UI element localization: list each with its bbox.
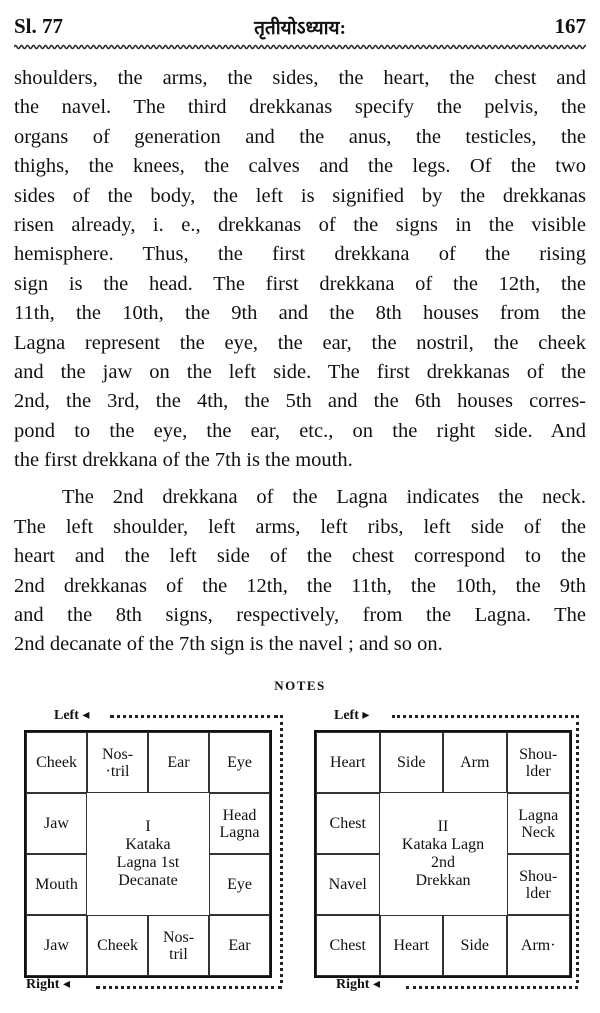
chart-cell-text: Navel	[328, 876, 367, 893]
chart-cell	[316, 732, 380, 793]
chart-cell-text: Lagna	[219, 823, 260, 841]
chart-cell-text: Head	[222, 806, 257, 824]
chart-cell-text: Arm	[460, 754, 490, 771]
chart-cell-text: Side	[460, 937, 489, 954]
chart-cell	[316, 915, 380, 976]
chart-cell	[443, 915, 507, 976]
chart-cell-text: Shou-	[519, 745, 558, 763]
right-direction-label: Right ◂	[336, 977, 380, 992]
left-direction-label: Left ◂	[54, 708, 90, 723]
chart-cell	[507, 915, 571, 976]
chart-cell-text: Neck	[521, 823, 556, 841]
text-line: 2nd drekkanas of the 12th, the 11th, the 10th, the 9th	[14, 574, 586, 597]
chart-cell	[26, 854, 87, 915]
arrow-right-icon: ▸	[362, 708, 370, 723]
chart-cell	[148, 732, 209, 793]
left-direction-label: Left ▸	[334, 708, 370, 723]
chart-cell	[209, 854, 270, 915]
chart-cell-text: Cheek	[97, 937, 138, 954]
chart-cell-text: Jaw	[44, 815, 69, 832]
chart-center-text: Kataka	[125, 836, 171, 853]
text-line: shoulders, the arms, the sides, the heart, the chest and	[14, 67, 586, 89]
text-line: 2nd decanate of the 7th sign is the navel ; and so on.	[14, 633, 443, 656]
text-line: Lagna represent the eye, the ear, the nostril, the cheek	[14, 331, 586, 354]
chart-cell-text: Ear	[228, 937, 251, 954]
chart-cell	[507, 732, 571, 793]
text-line: heart and the left side of the chest correspond to the	[14, 545, 586, 568]
sloka-number: Sl. 77	[14, 14, 64, 38]
chart-cell	[209, 732, 270, 793]
chart-cell-text: Heart	[393, 937, 430, 954]
text-line: risen already, i. e., drekkanas of the signs in the visible	[14, 213, 586, 236]
chart-cell	[507, 854, 571, 915]
chart-cell-text: Cheek	[36, 754, 77, 771]
chart-cell-text: Nos-	[162, 928, 195, 946]
chart-cell	[26, 793, 87, 854]
text-line: hemisphere. Thus, the first drekkana of the rising	[14, 243, 586, 266]
chart-center-text: Lagna 1st	[116, 854, 180, 871]
chart-center-text: Kataka Lagn	[401, 836, 485, 853]
text-line: The left shoulder, left arms, left ribs, left side of the	[14, 515, 586, 538]
text-line: The 2nd drekkana of the Lagna indicates the neck.	[62, 486, 586, 509]
chart-cell	[26, 915, 87, 976]
text-line: the first drekkana of the 7th is the mouth.	[14, 449, 353, 472]
right-direction-label: Right ◂	[26, 977, 70, 992]
text-line: pond to the eye, the ear, etc., on the right side. And	[14, 419, 586, 442]
chart-center-label	[380, 793, 507, 915]
page-header	[14, 12, 586, 40]
chart-center-text: Drekkan	[415, 872, 471, 889]
chart-cell-text: Lagna	[518, 806, 559, 824]
chart-cell-text: tril	[169, 945, 188, 963]
chart-center-text: Decanate	[118, 872, 178, 889]
chart-cell-text: Ear	[167, 754, 190, 771]
chart-cell-text: Mouth	[35, 876, 78, 893]
chart-cell	[209, 915, 270, 976]
paragraph-1	[14, 64, 586, 475]
text-line: and the jaw on the left side. The first drekkanas of the	[14, 360, 586, 383]
text-line: 11th, the 10th, the 9th and the 8th houses from the	[14, 302, 586, 325]
text-line: thighs, the knees, the calves and the legs. Of the two	[14, 155, 586, 178]
arrow-left-icon: ◂	[82, 708, 90, 723]
header-rule	[14, 44, 586, 50]
text-line: the navel. The third drekkanas specify the pelvis, the	[14, 96, 586, 119]
page-number: 167	[554, 14, 586, 38]
notes-heading: NOTES	[274, 678, 326, 693]
chart-cell-text: Nos-	[101, 745, 134, 763]
chart-cell	[87, 732, 148, 793]
chart-cell	[507, 793, 571, 854]
chart-cell-text: Heart	[329, 754, 366, 771]
text-line: sides of the body, the left is signified by the drekkanas	[14, 184, 586, 207]
arrow-left-icon: ◂	[62, 977, 70, 992]
text-line: and the 8th signs, respectively, from the Lagna. The	[14, 604, 586, 627]
chart-center-text: II	[437, 818, 449, 835]
chart-cell-text: ·tril	[105, 762, 130, 780]
chart-cell-text: lder	[525, 884, 551, 902]
chart-cell	[316, 854, 380, 915]
chart-cell	[380, 915, 444, 976]
chart-cell-text: Eye	[227, 876, 252, 893]
arrow-left-icon: ◂	[372, 977, 380, 992]
chart-cell-text: Arm·	[520, 937, 556, 954]
chart-cell-text: Chest	[329, 815, 366, 832]
chart-cell	[316, 793, 380, 854]
chart-center-text: I	[145, 818, 151, 835]
paragraph-2	[14, 483, 586, 659]
chart-cell	[443, 732, 507, 793]
text-line: sign is the head. The first drekkana of the 12th, the	[14, 272, 586, 295]
chart-cell-text: Side	[397, 754, 426, 771]
chart-cell	[148, 915, 209, 976]
chart-center-text: 2nd	[431, 854, 455, 871]
chart-cell-text: Jaw	[44, 937, 69, 954]
chart-cell-text: lder	[525, 762, 551, 780]
chart-cell-text: Chest	[329, 937, 366, 954]
chart-cell-text: Eye	[227, 754, 252, 771]
chart-cell	[26, 732, 87, 793]
text-line: organs of generation and the anus, the testicles, the	[14, 125, 586, 148]
chart-cell-text: Shou-	[519, 867, 558, 885]
chapter-title: तृतीयोऽध्याय:	[254, 18, 346, 39]
text-line: 2nd, the 3rd, the 4th, the 5th and the 6th houses corres-	[14, 390, 586, 413]
chart-cell	[209, 793, 270, 854]
chart-center-label	[87, 793, 209, 915]
chart-cell	[87, 915, 148, 976]
page-body	[14, 64, 586, 660]
chart-cell	[380, 732, 444, 793]
